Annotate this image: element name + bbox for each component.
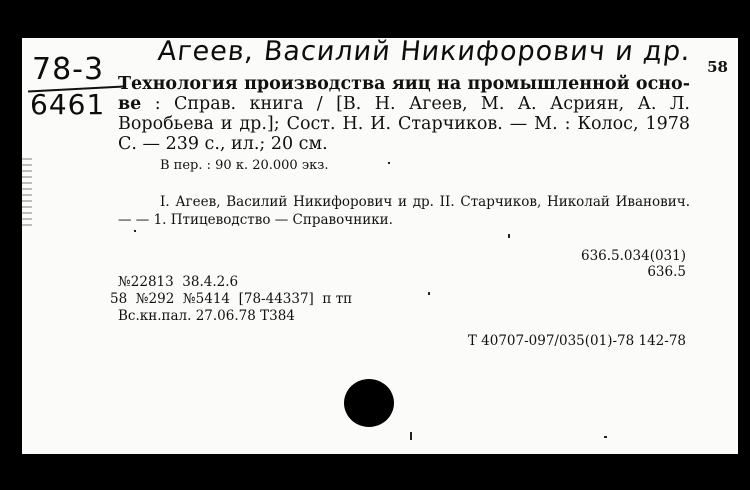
call-number-bottom: 6461: [30, 88, 106, 121]
speck: [604, 436, 607, 438]
bibliographic-description: [118, 74, 690, 154]
speck: [508, 234, 510, 238]
book-title: Технология производства яиц на промышленной осно-ве: [118, 74, 690, 114]
meta-line-2: 58 №292 №5414 [78-44337] п тп: [110, 291, 353, 307]
meta-line-1: №22813 38.4.2.6: [118, 274, 239, 290]
scan-artifact: [22, 158, 32, 228]
classification-udc: 636.5.034(031): [580, 248, 686, 264]
speck: [388, 162, 390, 164]
catalog-card: [22, 38, 738, 454]
handwritten-author: Агеев, Василий Никифорович и др.: [156, 36, 693, 67]
print-run: В пер. : 90 к. 20.000 экз.: [160, 158, 329, 173]
page-number: 58: [707, 58, 728, 76]
speck: [428, 292, 430, 295]
speck: [410, 432, 412, 440]
card-metadata: [110, 274, 353, 325]
call-number-top: 78-3: [32, 52, 105, 87]
speck: [134, 230, 136, 232]
tracings: I. Агеев, Василий Никифорович и др. II. Старчиков, Николай Иванович. — — 1. Птицеводство — Справочники.: [118, 194, 690, 228]
t-code: Т 40707-097/035(01)-78 142-78: [467, 333, 686, 349]
punch-hole: [344, 379, 394, 427]
classification-short: 636.5: [647, 264, 686, 280]
book-details: : Справ. книга / [В. Н. Агеев, М. А. Асриян, А. Л. Воробьева и др.]; Сост. Н. И. Старчиков. — М. : Колос, 1978 С. — 239 с., ил.; 20 см.: [118, 94, 690, 154]
meta-line-3: Вс.кн.пал. 27.06.78 Т384: [118, 308, 295, 324]
